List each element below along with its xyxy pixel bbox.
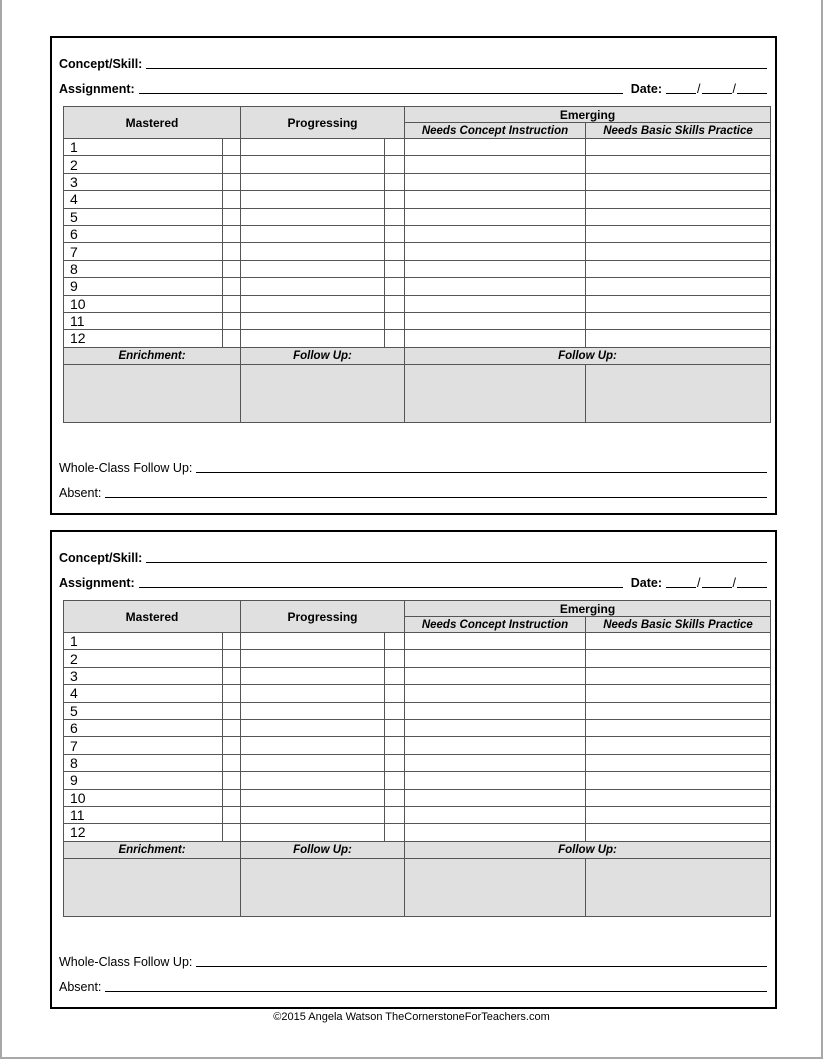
mastered-check-cell[interactable]	[223, 702, 241, 719]
enrichment-notes[interactable]	[64, 364, 241, 422]
mastered-check-cell[interactable]	[223, 719, 241, 736]
mastered-check-cell[interactable]	[223, 208, 241, 225]
needs-basic-header: Needs Basic Skills Practice	[586, 123, 771, 139]
needs-basic-cell[interactable]	[586, 667, 771, 684]
mastered-check-cell[interactable]	[223, 685, 241, 702]
table-row	[64, 737, 771, 754]
row-number[interactable]: 6	[64, 719, 223, 736]
progressing-follow-up-notes[interactable]	[241, 858, 405, 916]
assignment-field[interactable]	[139, 80, 623, 94]
concept-skill-field[interactable]	[146, 549, 767, 563]
progressing-check-cell[interactable]	[385, 330, 405, 347]
row-number[interactable]: 7	[64, 737, 223, 754]
needs-concept-cell[interactable]	[405, 295, 586, 312]
needs-basic-cell[interactable]	[586, 330, 771, 347]
mastered-check-cell[interactable]	[223, 278, 241, 295]
progressing-cell[interactable]	[241, 667, 385, 684]
whole-class-label: Whole-Class Follow Up:	[59, 955, 193, 969]
needs-concept-cell[interactable]	[405, 278, 586, 295]
assignment-label: Assignment:	[59, 82, 135, 96]
assignment-label: Assignment:	[59, 576, 135, 590]
progressing-cell[interactable]	[241, 191, 385, 208]
progressing-check-cell[interactable]	[385, 702, 405, 719]
progressing-check-cell[interactable]	[385, 737, 405, 754]
progressing-check-cell[interactable]	[385, 278, 405, 295]
row-number[interactable]: 4	[64, 685, 223, 702]
progressing-cell[interactable]	[241, 789, 385, 806]
needs-basic-cell[interactable]	[586, 650, 771, 667]
progressing-cell[interactable]	[241, 772, 385, 789]
progressing-check-cell[interactable]	[385, 789, 405, 806]
table-row	[64, 139, 771, 156]
date-separator: /	[732, 576, 736, 590]
needs-concept-cell[interactable]	[405, 312, 586, 329]
needs-concept-cell[interactable]	[405, 702, 586, 719]
date-day-field[interactable]	[702, 574, 732, 588]
copyright-footer: ©2015 Angela Watson TheCornerstoneForTeachers.com	[273, 1011, 550, 1023]
progressing-check-cell[interactable]	[385, 650, 405, 667]
whole-class-field[interactable]	[196, 459, 767, 473]
follow-up-label: Follow Up:	[405, 841, 771, 858]
whole-class-label: Whole-Class Follow Up:	[59, 461, 193, 475]
needs-concept-cell[interactable]	[405, 260, 586, 277]
mastered-check-cell[interactable]	[223, 667, 241, 684]
mastered-check-cell[interactable]	[223, 156, 241, 173]
date-year-field[interactable]	[737, 574, 767, 588]
mastered-header: Mastered	[64, 601, 241, 633]
absent-row	[59, 482, 767, 500]
needs-concept-cell[interactable]	[405, 789, 586, 806]
row-number[interactable]: 9	[64, 772, 223, 789]
progressing-check-cell[interactable]	[385, 685, 405, 702]
enrichment-label: Enrichment:	[64, 347, 241, 364]
needs-concept-cell[interactable]	[405, 772, 586, 789]
row-number[interactable]: 5	[64, 208, 223, 225]
progressing-cell[interactable]	[241, 650, 385, 667]
progressing-check-cell[interactable]	[385, 173, 405, 190]
assignment-field[interactable]	[139, 574, 623, 588]
table-row	[64, 330, 771, 347]
page-edge	[0, 0, 2, 1059]
basic-skills-follow-up-notes[interactable]	[586, 858, 771, 916]
date-day-field[interactable]	[702, 80, 732, 94]
needs-concept-cell[interactable]	[405, 667, 586, 684]
needs-concept-cell[interactable]	[405, 633, 586, 650]
progressing-check-cell[interactable]	[385, 772, 405, 789]
needs-concept-cell[interactable]	[405, 208, 586, 225]
date-year-field[interactable]	[737, 80, 767, 94]
date-month-field[interactable]	[666, 80, 696, 94]
mastered-check-cell[interactable]	[223, 737, 241, 754]
absent-field[interactable]	[105, 978, 767, 992]
progressing-check-cell[interactable]	[385, 806, 405, 823]
needs-basic-cell[interactable]	[586, 772, 771, 789]
concept-skill-field[interactable]	[146, 55, 767, 69]
concept-skill-label: Concept/Skill:	[59, 57, 143, 71]
row-number[interactable]: 3	[64, 173, 223, 190]
assignment-row	[59, 572, 767, 590]
grouping-table	[63, 600, 771, 917]
progressing-follow-up-notes[interactable]	[241, 364, 405, 422]
row-number[interactable]: 10	[64, 295, 223, 312]
needs-basic-cell[interactable]	[586, 173, 771, 190]
grouping-table	[63, 106, 771, 423]
mastered-check-cell[interactable]	[223, 789, 241, 806]
mastered-check-cell[interactable]	[223, 754, 241, 771]
emerging-header: Emerging	[405, 107, 771, 123]
mastered-check-cell[interactable]	[223, 139, 241, 156]
progressing-check-cell[interactable]	[385, 191, 405, 208]
table-row	[64, 650, 771, 667]
row-number[interactable]: 6	[64, 225, 223, 242]
mastered-header: Mastered	[64, 107, 241, 139]
table-row	[64, 667, 771, 684]
mastered-check-cell[interactable]	[223, 650, 241, 667]
progressing-check-cell[interactable]	[385, 139, 405, 156]
whole-class-field[interactable]	[196, 953, 767, 967]
table-row	[64, 772, 771, 789]
mastered-check-cell[interactable]	[223, 260, 241, 277]
needs-basic-cell[interactable]	[586, 789, 771, 806]
progressing-cell[interactable]	[241, 156, 385, 173]
row-number[interactable]: 12	[64, 824, 223, 841]
basic-skills-follow-up-notes[interactable]	[586, 364, 771, 422]
needs-concept-cell[interactable]	[405, 191, 586, 208]
progressing-cell[interactable]	[241, 685, 385, 702]
concept-follow-up-notes[interactable]	[405, 858, 586, 916]
concept-skill-label: Concept/Skill:	[59, 551, 143, 565]
progressing-cell[interactable]	[241, 295, 385, 312]
row-number[interactable]: 11	[64, 806, 223, 823]
progressing-cell[interactable]	[241, 754, 385, 771]
mastered-check-cell[interactable]	[223, 806, 241, 823]
follow-up-label: Follow Up:	[241, 841, 405, 858]
needs-basic-cell[interactable]	[586, 806, 771, 823]
table-row	[64, 312, 771, 329]
mastered-check-cell[interactable]	[223, 225, 241, 242]
progressing-cell[interactable]	[241, 330, 385, 347]
needs-basic-cell[interactable]	[586, 702, 771, 719]
needs-concept-header: Needs Concept Instruction	[405, 123, 586, 139]
progressing-cell[interactable]	[241, 243, 385, 260]
needs-concept-header: Needs Concept Instruction	[405, 617, 586, 633]
needs-basic-cell[interactable]	[586, 754, 771, 771]
date-label: Date:	[630, 82, 663, 96]
table-row	[64, 633, 771, 650]
progressing-header: Progressing	[241, 601, 405, 633]
concept-follow-up-notes[interactable]	[405, 364, 586, 422]
progressing-cell[interactable]	[241, 225, 385, 242]
enrichment-notes[interactable]	[64, 858, 241, 916]
needs-concept-cell[interactable]	[405, 139, 586, 156]
needs-basic-cell[interactable]	[586, 243, 771, 260]
enrichment-label: Enrichment:	[64, 841, 241, 858]
needs-basic-cell[interactable]	[586, 156, 771, 173]
needs-basic-cell[interactable]	[586, 139, 771, 156]
row-number[interactable]: 1	[64, 139, 223, 156]
needs-basic-cell[interactable]	[586, 260, 771, 277]
table-row	[64, 173, 771, 190]
progressing-cell[interactable]	[241, 719, 385, 736]
notes-row	[64, 858, 771, 916]
progressing-cell[interactable]	[241, 260, 385, 277]
progressing-check-cell[interactable]	[385, 667, 405, 684]
follow-up-label: Follow Up:	[241, 347, 405, 364]
row-number[interactable]: 9	[64, 278, 223, 295]
needs-concept-cell[interactable]	[405, 173, 586, 190]
progressing-cell[interactable]	[241, 702, 385, 719]
table-row	[64, 278, 771, 295]
progressing-cell[interactable]	[241, 278, 385, 295]
row-number[interactable]: 7	[64, 243, 223, 260]
date-month-field[interactable]	[666, 574, 696, 588]
progressing-check-cell[interactable]	[385, 633, 405, 650]
progressing-check-cell[interactable]	[385, 719, 405, 736]
needs-basic-cell[interactable]	[586, 824, 771, 841]
row-number[interactable]: 4	[64, 191, 223, 208]
absent-label: Absent:	[59, 980, 102, 994]
progressing-header: Progressing	[241, 107, 405, 139]
follow-up-header-row	[64, 347, 771, 364]
table-row	[64, 156, 771, 173]
follow-up-label: Follow Up:	[405, 347, 771, 364]
table-row	[64, 754, 771, 771]
progressing-cell[interactable]	[241, 139, 385, 156]
row-number[interactable]: 2	[64, 156, 223, 173]
table-row	[64, 208, 771, 225]
mastered-check-cell[interactable]	[223, 330, 241, 347]
progressing-check-cell[interactable]	[385, 824, 405, 841]
needs-concept-cell[interactable]	[405, 330, 586, 347]
needs-concept-cell[interactable]	[405, 806, 586, 823]
mastered-check-cell[interactable]	[223, 312, 241, 329]
needs-concept-cell[interactable]	[405, 650, 586, 667]
table-row	[64, 789, 771, 806]
table-row	[64, 260, 771, 277]
table-row	[64, 824, 771, 841]
row-number[interactable]: 12	[64, 330, 223, 347]
table-row	[64, 243, 771, 260]
whole-class-row	[59, 457, 767, 475]
row-number[interactable]: 2	[64, 650, 223, 667]
absent-field[interactable]	[105, 484, 767, 498]
mastered-check-cell[interactable]	[223, 633, 241, 650]
row-number[interactable]: 8	[64, 260, 223, 277]
date-separator: /	[697, 82, 701, 96]
needs-basic-header: Needs Basic Skills Practice	[586, 617, 771, 633]
needs-concept-cell[interactable]	[405, 824, 586, 841]
concept-skill-row	[59, 547, 767, 565]
progressing-check-cell[interactable]	[385, 243, 405, 260]
absent-row	[59, 976, 767, 994]
needs-basic-cell[interactable]	[586, 685, 771, 702]
progressing-cell[interactable]	[241, 806, 385, 823]
needs-concept-cell[interactable]	[405, 719, 586, 736]
progressing-check-cell[interactable]	[385, 295, 405, 312]
needs-concept-cell[interactable]	[405, 737, 586, 754]
progressing-check-cell[interactable]	[385, 225, 405, 242]
progressing-cell[interactable]	[241, 824, 385, 841]
progressing-check-cell[interactable]	[385, 208, 405, 225]
table-row	[64, 191, 771, 208]
follow-up-header-row	[64, 841, 771, 858]
assessment-form	[50, 36, 777, 515]
mastered-check-cell[interactable]	[223, 243, 241, 260]
table-row	[64, 719, 771, 736]
table-row	[64, 806, 771, 823]
needs-basic-cell[interactable]	[586, 208, 771, 225]
assessment-form	[50, 530, 777, 1009]
progressing-check-cell[interactable]	[385, 312, 405, 329]
row-number[interactable]: 3	[64, 667, 223, 684]
progressing-cell[interactable]	[241, 208, 385, 225]
row-number[interactable]: 10	[64, 789, 223, 806]
mastered-check-cell[interactable]	[223, 824, 241, 841]
progressing-cell[interactable]	[241, 737, 385, 754]
table-row	[64, 225, 771, 242]
mastered-check-cell[interactable]	[223, 191, 241, 208]
assignment-row	[59, 78, 767, 96]
emerging-header: Emerging	[405, 601, 771, 617]
date-separator: /	[697, 576, 701, 590]
needs-concept-cell[interactable]	[405, 156, 586, 173]
absent-label: Absent:	[59, 486, 102, 500]
mastered-check-cell[interactable]	[223, 772, 241, 789]
mastered-check-cell[interactable]	[223, 295, 241, 312]
needs-basic-cell[interactable]	[586, 225, 771, 242]
date-label: Date:	[630, 576, 663, 590]
whole-class-row	[59, 951, 767, 969]
progressing-cell[interactable]	[241, 633, 385, 650]
needs-basic-cell[interactable]	[586, 278, 771, 295]
needs-basic-cell[interactable]	[586, 312, 771, 329]
progressing-check-cell[interactable]	[385, 754, 405, 771]
mastered-check-cell[interactable]	[223, 173, 241, 190]
needs-concept-cell[interactable]	[405, 243, 586, 260]
table-row	[64, 685, 771, 702]
progressing-check-cell[interactable]	[385, 156, 405, 173]
needs-concept-cell[interactable]	[405, 754, 586, 771]
table-row	[64, 295, 771, 312]
needs-basic-cell[interactable]	[586, 737, 771, 754]
progressing-cell[interactable]	[241, 173, 385, 190]
needs-basic-cell[interactable]	[586, 633, 771, 650]
row-number[interactable]: 8	[64, 754, 223, 771]
needs-concept-cell[interactable]	[405, 225, 586, 242]
needs-basic-cell[interactable]	[586, 295, 771, 312]
notes-row	[64, 364, 771, 422]
row-number[interactable]: 1	[64, 633, 223, 650]
row-number[interactable]: 11	[64, 312, 223, 329]
needs-basic-cell[interactable]	[586, 719, 771, 736]
concept-skill-row	[59, 53, 767, 71]
date-separator: /	[732, 82, 736, 96]
progressing-check-cell[interactable]	[385, 260, 405, 277]
row-number[interactable]: 5	[64, 702, 223, 719]
needs-concept-cell[interactable]	[405, 685, 586, 702]
needs-basic-cell[interactable]	[586, 191, 771, 208]
progressing-cell[interactable]	[241, 312, 385, 329]
table-row	[64, 702, 771, 719]
